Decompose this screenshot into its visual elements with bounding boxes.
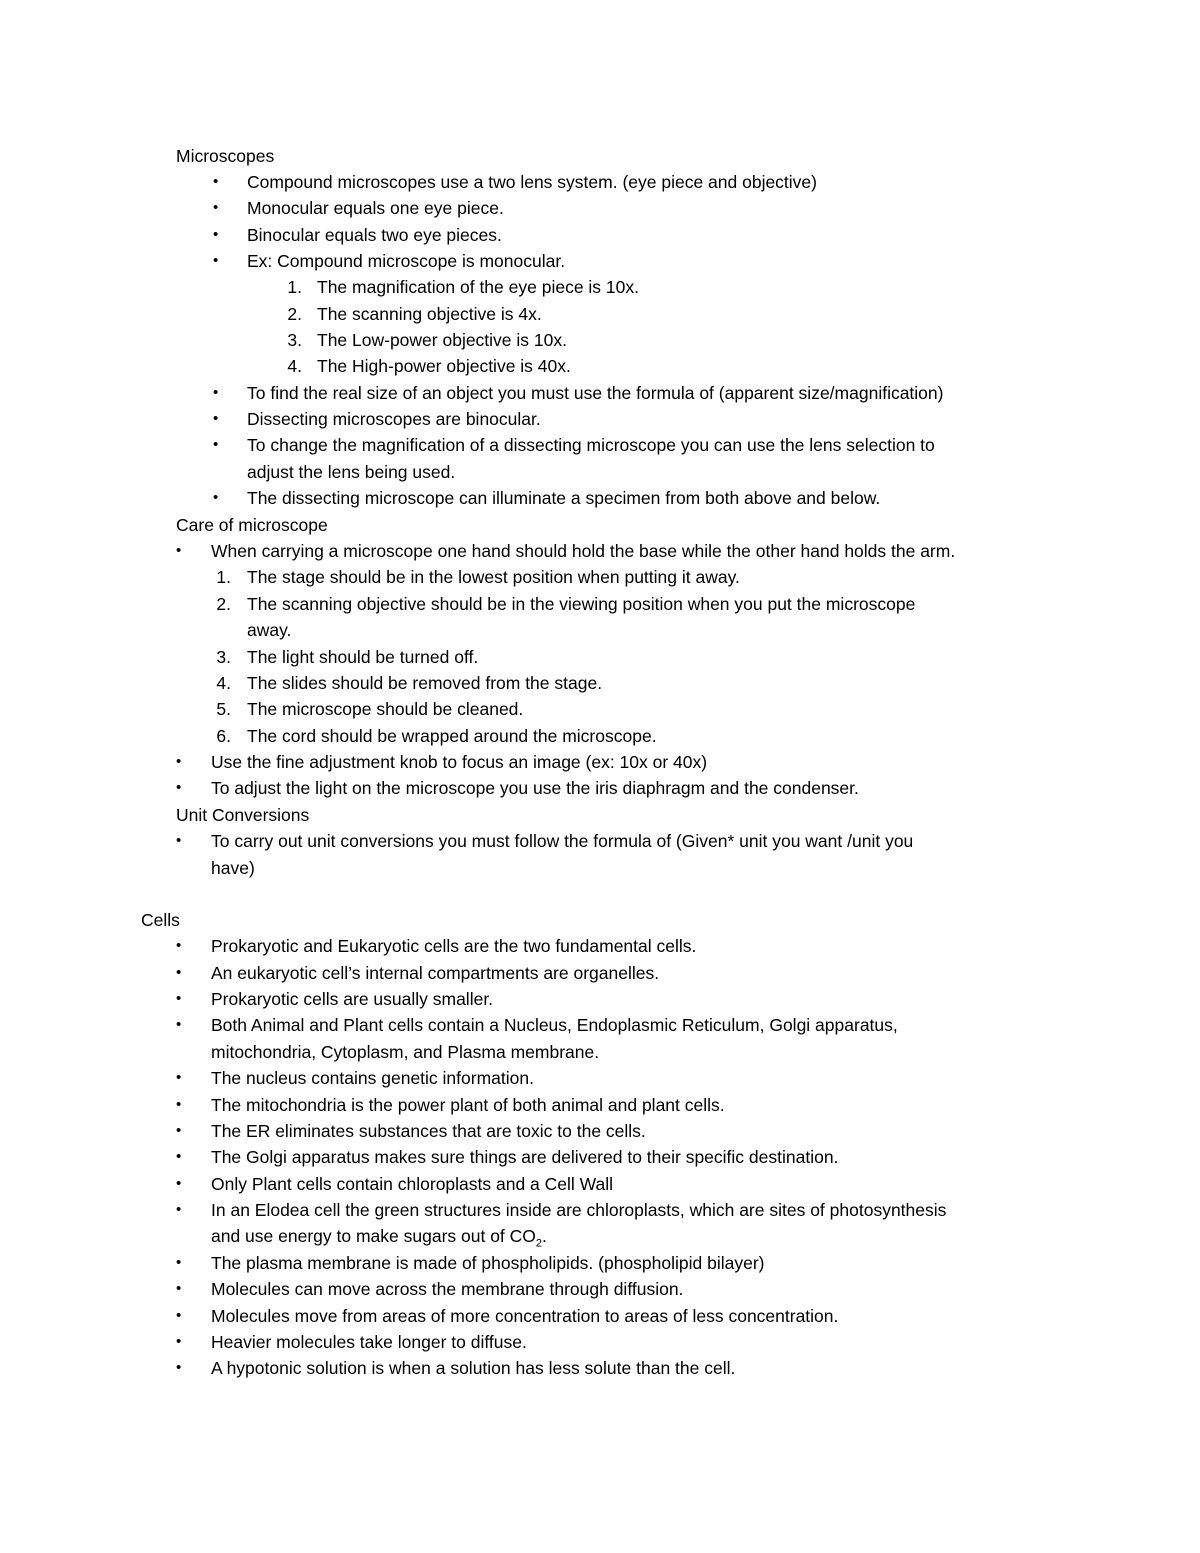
list-item: The dissecting microscope can illuminate a specimen from both above and below. bbox=[247, 488, 881, 508]
bullet-marker: • bbox=[176, 542, 182, 559]
bullet-marker: • bbox=[213, 173, 219, 190]
list-item: Molecules move from areas of more concentration to areas of less concentration. bbox=[211, 1306, 839, 1326]
bullet-marker: • bbox=[176, 1175, 182, 1192]
list-item: When carrying a microscope one hand should hold the base while the other hand holds the arm. bbox=[211, 541, 956, 561]
list-item: Only Plant cells contain chloroplasts and a Cell Wall bbox=[211, 1174, 614, 1194]
bullet-marker: • bbox=[176, 1096, 182, 1113]
numbered-item: The microscope should be cleaned. bbox=[247, 699, 524, 719]
section-heading-cells: Cells bbox=[141, 910, 180, 930]
bullet-marker: • bbox=[176, 1148, 182, 1165]
list-number: 1. bbox=[216, 567, 231, 587]
numbered-item: The Low-power objective is 10x. bbox=[317, 330, 567, 350]
list-item: The Golgi apparatus makes sure things are delivered to their specific destination. bbox=[211, 1147, 839, 1167]
list-item-continuation bbox=[211, 1223, 547, 1249]
bullet-marker: • bbox=[176, 1016, 182, 1033]
bullet-marker: • bbox=[213, 199, 219, 216]
list-item: Ex: Compound microscope is monocular. bbox=[247, 251, 566, 271]
bullet-marker: • bbox=[213, 410, 219, 427]
list-item: Binocular equals two eye pieces. bbox=[247, 225, 502, 245]
bullet-marker: • bbox=[176, 964, 182, 981]
bullet-marker: • bbox=[213, 252, 219, 269]
numbered-item: The slides should be removed from the stage. bbox=[247, 673, 603, 693]
numbered-item: The High-power objective is 40x. bbox=[317, 356, 571, 376]
list-number: 4. bbox=[216, 673, 231, 693]
bullet-marker: • bbox=[176, 832, 182, 849]
numbered-item: The light should be turned off. bbox=[247, 647, 479, 667]
numbered-item: The scanning objective should be in the viewing position when you put the microscope bbox=[247, 594, 916, 614]
list-number: 4. bbox=[287, 356, 302, 376]
list-number: 2. bbox=[216, 594, 231, 614]
list-item: A hypotonic solution is when a solution has less solute than the cell. bbox=[211, 1358, 736, 1378]
list-item: To change the magnification of a dissecting microscope you can use the lens selection to bbox=[247, 435, 935, 455]
section-heading-microscopes: Microscopes bbox=[176, 146, 275, 166]
bullet-marker: • bbox=[176, 1122, 182, 1139]
bullet-marker: • bbox=[213, 384, 219, 401]
list-item: Compound microscopes use a two lens system. (eye piece and objective) bbox=[247, 172, 817, 192]
numbered-item: The scanning objective is 4x. bbox=[317, 304, 542, 324]
numbered-item-continuation: away. bbox=[247, 620, 292, 640]
bullet-marker: • bbox=[213, 226, 219, 243]
list-item-continuation: adjust the lens being used. bbox=[247, 462, 456, 482]
list-item: Monocular equals one eye piece. bbox=[247, 198, 504, 218]
list-item: Use the fine adjustment knob to focus an image (ex: 10x or 40x) bbox=[211, 752, 708, 772]
section-heading-care: Care of microscope bbox=[176, 515, 328, 535]
bullet-marker: • bbox=[213, 436, 219, 453]
list-item: To adjust the light on the microscope you use the iris diaphragm and the condenser. bbox=[211, 778, 859, 798]
numbered-item: The stage should be in the lowest position when putting it away. bbox=[247, 567, 740, 587]
list-number: 3. bbox=[216, 647, 231, 667]
bullet-marker: • bbox=[176, 1201, 182, 1218]
list-item-continuation: mitochondria, Cytoplasm, and Plasma membrane. bbox=[211, 1042, 600, 1062]
numbered-item: The magnification of the eye piece is 10x. bbox=[317, 277, 639, 297]
bullet-marker: • bbox=[176, 1307, 182, 1324]
list-item: Prokaryotic cells are usually smaller. bbox=[211, 989, 494, 1009]
list-item: The plasma membrane is made of phospholipids. (phospholipid bilayer) bbox=[211, 1253, 765, 1273]
list-item: Molecules can move across the membrane through diffusion. bbox=[211, 1279, 684, 1299]
bullet-marker: • bbox=[176, 779, 182, 796]
co2-subscript: 2 bbox=[535, 1237, 543, 1250]
bullet-marker: • bbox=[176, 990, 182, 1007]
bullet-marker: • bbox=[176, 753, 182, 770]
list-item: In an Elodea cell the green structures inside are chloroplasts, which are sites of photosynthesis bbox=[211, 1200, 947, 1220]
list-number: 2. bbox=[287, 304, 302, 324]
numbered-item: The cord should be wrapped around the microscope. bbox=[247, 726, 657, 746]
section-heading-unit-conversions: Unit Conversions bbox=[176, 805, 310, 825]
list-item: Both Animal and Plant cells contain a Nucleus, Endoplasmic Reticulum, Golgi apparatus, bbox=[211, 1015, 898, 1035]
bullet-marker: • bbox=[176, 1069, 182, 1086]
list-item: The mitochondria is the power plant of both animal and plant cells. bbox=[211, 1095, 725, 1115]
list-number: 5. bbox=[216, 699, 231, 719]
bullet-marker: • bbox=[213, 489, 219, 506]
list-number: 1. bbox=[287, 277, 302, 297]
list-item: To carry out unit conversions you must follow the formula of (Given* unit you want /unit you bbox=[211, 831, 914, 851]
co2-period: . bbox=[542, 1226, 547, 1246]
bullet-marker: • bbox=[176, 1280, 182, 1297]
list-item: An eukaryotic cell’s internal compartments are organelles. bbox=[211, 963, 660, 983]
list-item: The ER eliminates substances that are toxic to the cells. bbox=[211, 1121, 646, 1141]
list-item: Prokaryotic and Eukaryotic cells are the two fundamental cells. bbox=[211, 936, 697, 956]
list-item: The nucleus contains genetic information. bbox=[211, 1068, 534, 1088]
list-item: To find the real size of an object you must use the formula of (apparent size/magnification) bbox=[247, 383, 944, 403]
bullet-marker: • bbox=[176, 1254, 182, 1271]
list-item: Heavier molecules take longer to diffuse. bbox=[211, 1332, 527, 1352]
list-item: Dissecting microscopes are binocular. bbox=[247, 409, 541, 429]
bullet-marker: • bbox=[176, 937, 182, 954]
list-item-continuation: have) bbox=[211, 858, 255, 878]
bullet-marker: • bbox=[176, 1333, 182, 1350]
bullet-marker: • bbox=[176, 1359, 182, 1376]
list-number: 6. bbox=[216, 726, 231, 746]
co2-text: and use energy to make sugars out of CO bbox=[211, 1226, 536, 1246]
list-number: 3. bbox=[287, 330, 302, 350]
